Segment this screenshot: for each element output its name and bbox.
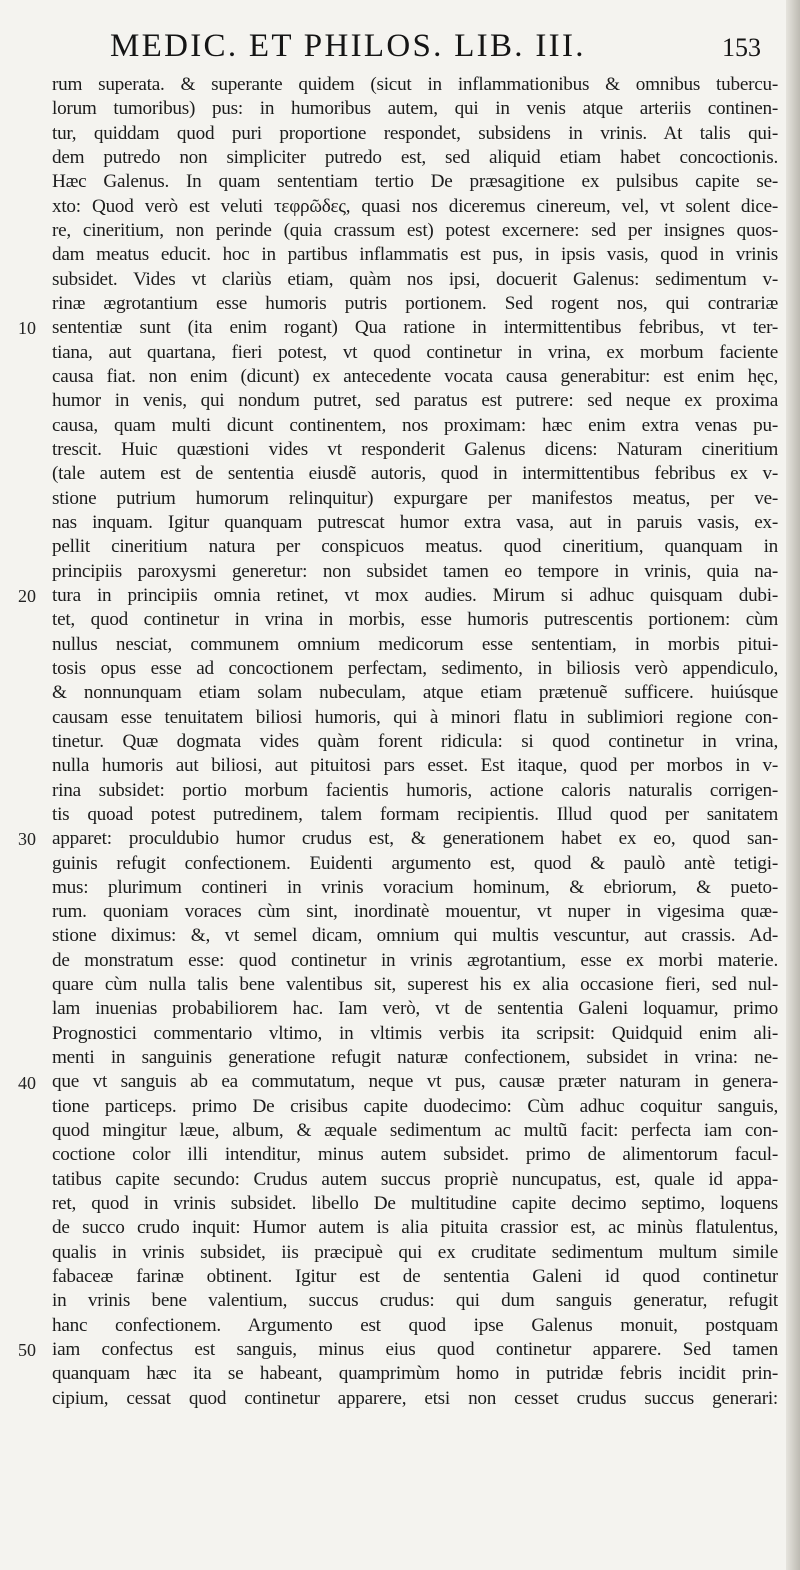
- text-line: tatibus capite secundo: Crudus autem succus propriè nuncupatus, est, quale id appa-: [52, 1168, 778, 1190]
- text-line: rina subsidet: portio morbum facientis humoris, actione caloris naturalis corrigen-: [52, 779, 778, 801]
- text-line: nullus nesciat, communem omnium medicorum esse sententiam, in morbis pitui-: [52, 633, 778, 655]
- text-line: in vrinis bene valentium, succus crudus: qui dum sanguis generatur, refugit: [52, 1290, 778, 1312]
- text-line: trescit. Huic quæstioni vides vt responderit Galenus dicens: Naturam cineritium: [52, 438, 778, 460]
- text-line: rum superata. & superante quidem (sicut in inflammationibus & omnibus tubercu-: [52, 74, 778, 95]
- text-line: de succo crudo inquit: Humor autem is alia pituita crassior est, ac minùs flatulentus,: [52, 1217, 778, 1239]
- text-line: apparet: proculdubio humor crudus est, & generationem habet ex eo, quod san-: [52, 828, 778, 850]
- text-line: tet, quod continetur in vrina in morbis, esse humoris putrescentis portionem: cùm: [52, 609, 778, 631]
- text-line: causam esse tenuitatem biliosi humoris, qui à minori flatu in sublimiori regione con-: [52, 706, 778, 728]
- text-line: nulla humoris aut biliosi, aut pituitosi pars esset. Est itaque, quod per morbos in v-: [52, 755, 778, 777]
- text-line: Prognostici commentario vltimo, in vltimis verbis ita scripsit: Quidquid enim ali-: [52, 1022, 778, 1044]
- text-line: tione particeps. primo De crisibus capite duodecimo: Cùm adhuc coquitur sanguis,: [52, 1095, 778, 1117]
- text-line: principiis paroxysmi generetur: non subsidet tamen eo tempore in vrinis, quia na-: [52, 560, 778, 582]
- text-line: hanc confectionem. Argumento est quod ipse Galenus monuit, postquam: [52, 1314, 778, 1336]
- text-line: dam meatus educit. hoc in partibus inflammatis est pus, in ipsis vasis, quod in vrinis: [52, 244, 778, 266]
- text-line: tur, quiddam quod puri proportione respondet, subsidens in vrinis. At talis qui-: [52, 122, 778, 144]
- text-line: que vt sanguis ab ea commutatum, neque vt pus, causæ præter naturam in genera-: [52, 1071, 778, 1093]
- margin-line-number: 10: [18, 318, 36, 339]
- text-line: cipium, cessat quod continetur apparere, etsi non cesset crudus succus generari:: [52, 1387, 778, 1409]
- text-line: quanquam hæc ita se habeant, quamprimùm homo in putridæ febris incidit prin-: [52, 1363, 778, 1385]
- text-line: dem putredo non simpliciter putredo est, sed aliquid etiam habet concoctionis.: [52, 146, 778, 168]
- text-line: guinis refugit confectionem. Euidenti argumento est, quod & paulò antè tetigi-: [52, 852, 778, 874]
- margin-line-number: 40: [18, 1072, 36, 1093]
- text-line: iam confectus est sanguis, minus eius quod continetur apparere. Sed tamen: [52, 1339, 778, 1361]
- text-line: sententiæ sunt (ita enim rogant) Qua ratione in intermittentibus febribus, vt ter-: [52, 317, 778, 339]
- text-line: quare cùm nulla talis bene valentibus sit, superest his ex alia occasione fieri, sed nul-: [52, 974, 778, 996]
- text-line: subsidet. Vides vt clariùs etiam, quàm nos ipsi, docuerit Galenus: sedimentum v-: [52, 268, 778, 290]
- text-line: xto: Quod verò est veluti τεφρῶδες, quasi nos diceremus cinereum, vel, vt solent dice-: [52, 195, 778, 217]
- text-line: rum. quoniam voraces cùm sint, inordinatè mouentur, vt nuper in vigesima quæ-: [52, 901, 778, 923]
- text-line: rinæ ægrotantium esse humoris putris portionem. Sed rogent nos, qui contrariæ: [52, 292, 778, 314]
- text-line: ret, quod in vrinis subsidet. libello De multitudine capite decimo septimo, loquens: [52, 1193, 778, 1215]
- text-line: quod mingitur læue, album, & æquale sedimentum ac multũ facit: perfecta iam con-: [52, 1120, 778, 1142]
- text-line: menti in sanguinis generatione refugit naturæ confectionem, subsidet in vrina: ne-: [52, 1047, 778, 1069]
- text-line: lorum tumoribus) pus: in humoribus autem, qui in venis atque arteriis continen-: [52, 98, 778, 120]
- margin-line-number: 30: [18, 829, 36, 850]
- text-line: tinetur. Quæ dogmata vides quàm forent ridicula: si quod continetur in vrina,: [52, 730, 778, 752]
- text-line: nas inquam. Igitur quanquam putrescat humor extra vasa, aut in paruis vasis, ex-: [52, 511, 778, 533]
- text-line: (tale autem est de sententia eiusdẽ autoris, quod in intermittentibus febribus ex v-: [52, 463, 778, 485]
- text-line: re, cineritium, non perinde (quia crassum est) potest excernere: sed per insignes quos-: [52, 219, 778, 241]
- text-line: tiana, aut quartana, fieri potest, vt quod continetur in vrina, ex morbum faciente: [52, 341, 778, 363]
- text-line: fabaceæ farinæ obtinent. Igitur est de sententia Galeni id quod continetur: [52, 1266, 778, 1288]
- text-line: tura in principiis omnia retinet, vt mox audies. Mirum si adhuc quisquam dubi-: [52, 584, 778, 606]
- page-number: 153: [722, 33, 761, 62]
- text-line: stione putrium humorum relinquitur) expurgare per manifestos meatus, per ve-: [52, 487, 778, 509]
- text-line: stione diximus: &, vt semel dicam, omnium qui multis vescuntur, aut crassis. Ad-: [52, 925, 778, 947]
- text-line: tis quoad potest putredinem, talem formam recipientis. Illud quod per sanitatem: [52, 803, 778, 825]
- running-title: MEDIC. ET PHILOS. LIB. III.: [110, 28, 586, 64]
- text-line: qualis in vrinis subsidet, iis præcipuè qui ex cruditate sedimentum multum simile: [52, 1241, 778, 1263]
- text-line: & nonnunquam etiam solam nubeculam, atque etiam prætenuẽ sufficere. huiúsque: [52, 682, 778, 704]
- margin-line-number: 20: [18, 585, 36, 606]
- text-line: humor in venis, qui nondum putret, sed paratus est putrere: sed neque ex proxima: [52, 390, 778, 412]
- text-line: causa, quam multi dicunt continentem, nos proximam: hæc enim extra venas pu-: [52, 414, 778, 436]
- text-line: lam inuenias probabiliorem hac. Iam verò, vt de sententia Galeni loquamur, primo: [52, 998, 778, 1020]
- text-line: de monstratum esse: quod continetur in vrinis ægrotantium, esse ex morbi materie.: [52, 949, 778, 971]
- text-line: Hæc Galenus. In quam sententiam tertio De præsagitione ex pulsibus capite se-: [52, 171, 778, 193]
- text-line: coctione color illi intenditur, minus autem subsidet. primo de alimentorum facul-: [52, 1144, 778, 1166]
- text-line: mus: plurimum contineri in vrinis voracium hominum, & ebriorum, & pueto-: [52, 876, 778, 898]
- page-edge-shadow: [786, 0, 800, 1570]
- body-text: [52, 73, 778, 1411]
- margin-line-number: 50: [18, 1340, 36, 1361]
- text-line: causa fiat. non enim (dicunt) ex antecedente vocata causa generabitur: est enim hęc,: [52, 365, 778, 387]
- text-line: tosis opus esse ad concoctionem perfectam, sedimento, in biliosis verò appendiculo,: [52, 657, 778, 679]
- text-line: pellit cineritium natura per conspicuos meatus. quod cineritium, quanquam in: [52, 536, 778, 558]
